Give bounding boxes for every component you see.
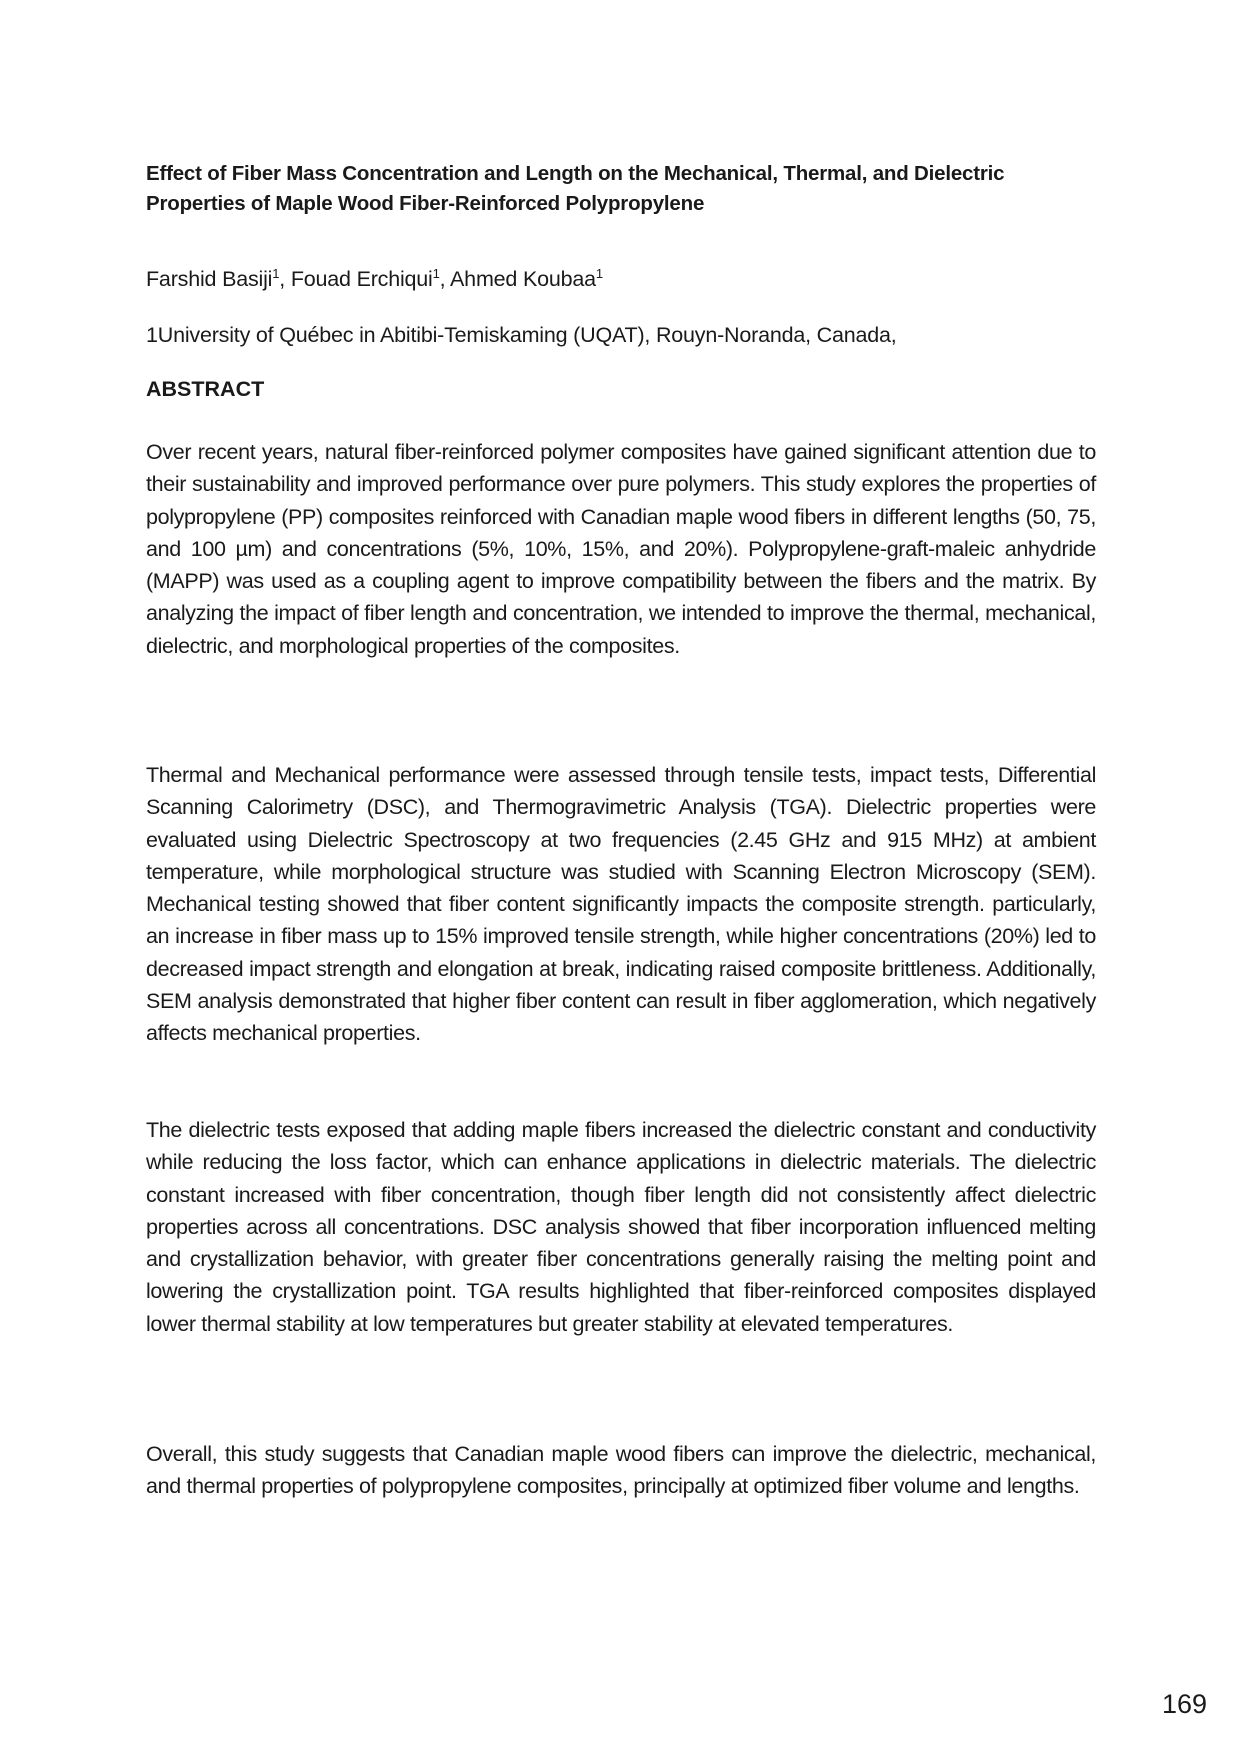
affiliation-mark: 1 bbox=[272, 265, 280, 281]
author-separator: , bbox=[439, 267, 451, 291]
abstract-paragraph: Thermal and Mechanical performance were assessed through tensile tests, impact tests, Differential Scanning Calorimetry (DSC), and Thermogravimetric Analysis (TGA). Dielectric properties were evaluated using Dielectric Spectroscopy at two frequencies (2.45 GHz and 915 MHz) at ambient temperature, while morphological structure was studied with Scanning Electron Microscopy (SEM). Mechanical testing showed that fiber content significantly impacts the composite strength. particularly, an increase in fiber mass up to 15% improved tensile strength, while higher concentrations (20%) led to decreased impact strength and elongation at break, indicating raised composite brittleness. Additionally, SEM analysis demonstrated that higher fiber content can result in fiber agglomeration, which negatively affects mechanical properties. bbox=[146, 763, 1096, 1046]
paper-title: Effect of Fiber Mass Concentration and Length on the Mechanical, Thermal, and Dielectric Properties of Maple Wood Fiber-Reinforced Polypropylene bbox=[146, 162, 1005, 215]
author-list bbox=[146, 264, 603, 294]
author-name: Farshid Basiji bbox=[146, 267, 273, 291]
abstract-paragraph: Over recent years, natural fiber-reinforced polymer composites have gained significant attention due to their sustainability and improved performance over pure polymers. This study explores the properties of polypropylene (PP) composites reinforced with Canadian maple wood fibers in different lengths (50, 75, and 100 µm) and concentrations (5%, 10%, 15%, and 20%). Polypropylene-graft-maleic anhydride (MAPP) was used as a coupling agent to improve compatibility between the fibers and the matrix. By analyzing the impact of fiber length and concentration, we intended to improve the thermal, mechanical, dielectric, and morphological properties of the composites. bbox=[146, 440, 1096, 658]
affiliation-mark: 1 bbox=[595, 265, 603, 281]
affiliation-mark: 1 bbox=[432, 265, 440, 281]
author-separator: , bbox=[279, 267, 291, 291]
abstract-paragraph: Overall, this study suggests that Canadian maple wood fibers can improve the dielectric, mechanical, and thermal properties of polypropylene composites, principally at optimized fiber volume and lengths. bbox=[146, 1442, 1096, 1499]
abstract-heading: ABSTRACT bbox=[146, 377, 265, 401]
author-affiliation: 1University of Québec in Abitibi-Temiskaming (UQAT), Rouyn-Noranda, Canada, bbox=[146, 323, 897, 347]
author-name: Fouad Erchiqui bbox=[290, 267, 433, 291]
page-number: 169 bbox=[1161, 1689, 1207, 1719]
abstract-paragraph: The dielectric tests exposed that adding maple fibers increased the dielectric constant and conductivity while reducing the loss factor, which can enhance applications in dielectric materials. The dielectric constant increased with fiber concentration, though fiber length did not consistently affect dielectric properties across all concentrations. DSC analysis showed that fiber incorporation influenced melting and crystallization behavior, with greater fiber concentrations generally raising the melting point and lowering the crystallization point. TGA results highlighted that fiber-reinforced composites displayed lower thermal stability at low temperatures but greater stability at elevated temperatures. bbox=[146, 1118, 1096, 1336]
author-name: Ahmed Koubaa bbox=[450, 267, 596, 291]
